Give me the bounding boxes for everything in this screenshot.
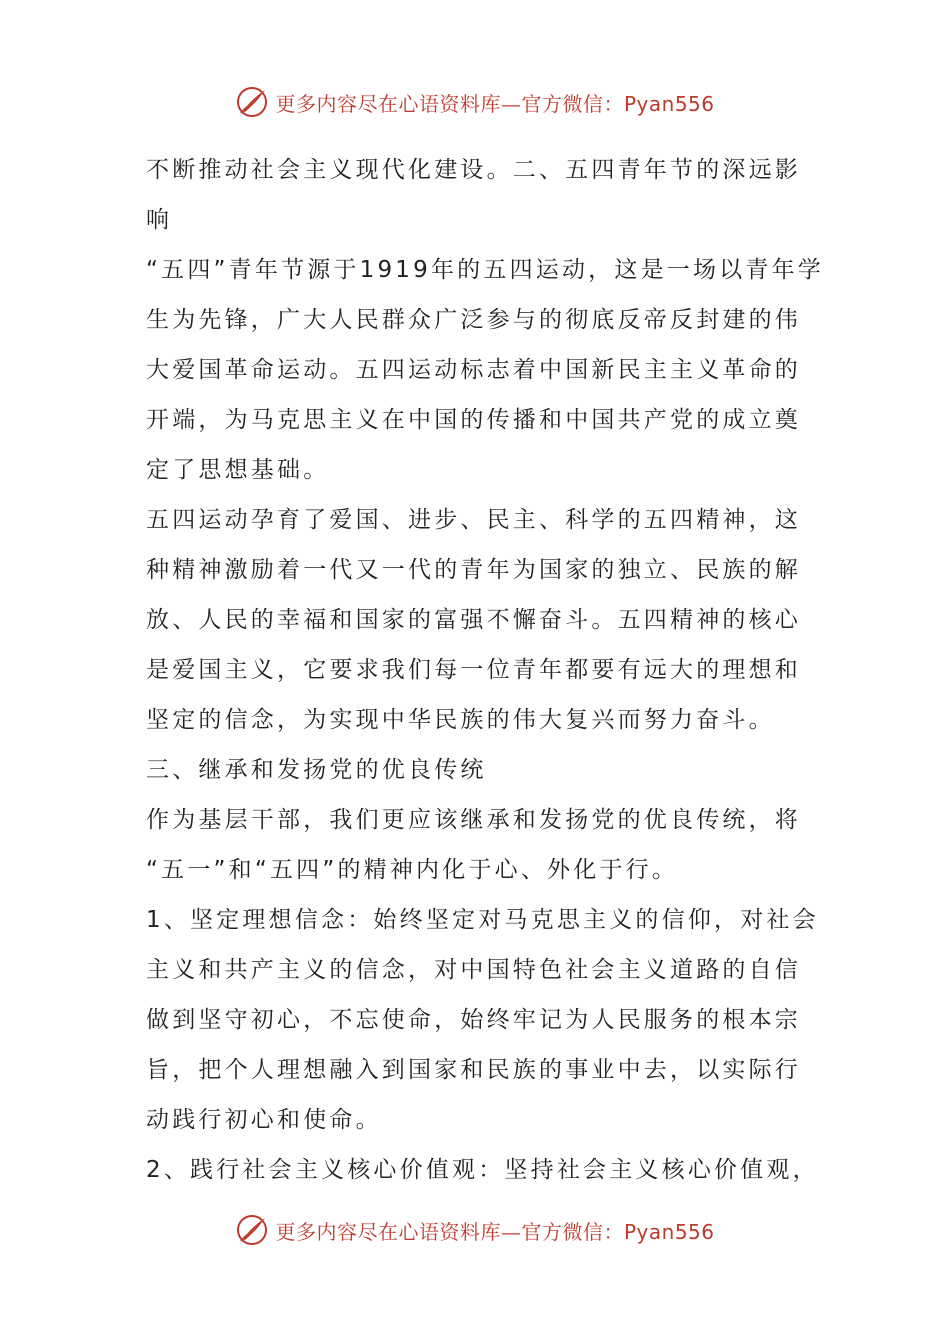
text-line: 不断推动社会主义现代化建设。二、五四青年节的深远影 bbox=[146, 157, 801, 183]
watermark-main: 更多内容尽在心语资料库 bbox=[275, 91, 501, 116]
text-line: “五四”青年节源于1919年的五四运动，这是一场以青年学 bbox=[146, 257, 824, 283]
watermark-main: 更多内容尽在心语资料库 bbox=[275, 1219, 501, 1244]
text-line: 五四运动孕育了爱国、进步、民主、科学的五四精神，这 bbox=[146, 507, 801, 533]
text-line: 放、人民的幸福和国家的富强不懈奋斗。五四精神的核心 bbox=[146, 607, 801, 633]
watermark-text bbox=[275, 88, 714, 117]
watermark-id: Pyan556 bbox=[623, 91, 715, 116]
text-line: 旨，把个人理想融入到国家和民族的事业中去，以实际行 bbox=[146, 1057, 801, 1083]
list-item-line: 1、坚定理想信念：始终坚定对马克思主义的信仰，对社会 bbox=[146, 907, 819, 933]
text-line: “五一”和“五四”的精神内化于心、外化于行。 bbox=[146, 857, 679, 883]
text-line: 大爱国革命运动。五四运动标志着中国新民主主义革命的 bbox=[146, 357, 801, 383]
quill-logo-icon bbox=[235, 1213, 269, 1247]
watermark-label: 官方微信： bbox=[521, 91, 624, 116]
quill-logo-icon bbox=[235, 85, 269, 119]
text-line: 是爱国主义，它要求我们每一位青年都要有远大的理想和 bbox=[146, 657, 801, 683]
list-item-line: 2、践行社会主义核心价值观：坚持社会主义核心价值观， bbox=[146, 1157, 819, 1183]
text-line: 坚定的信念，为实现中华民族的伟大复兴而努力奋斗。 bbox=[146, 707, 775, 733]
text-line: 种精神激励着一代又一代的青年为国家的独立、民族的解 bbox=[146, 557, 801, 583]
document-body bbox=[146, 145, 824, 1195]
watermark-label: 官方微信： bbox=[521, 1219, 624, 1244]
text-line: 开端，为马克思主义在中国的传播和中国共产党的成立奠 bbox=[146, 407, 801, 433]
watermark-text bbox=[275, 1216, 714, 1245]
watermark-id: Pyan556 bbox=[623, 1219, 715, 1244]
text-line: 响 bbox=[146, 207, 173, 233]
text-line: 生为先锋，广大人民群众广泛参与的彻底反帝反封建的伟 bbox=[146, 307, 801, 333]
watermark-footer bbox=[0, 1210, 950, 1250]
text-line: 动践行初心和使命。 bbox=[146, 1107, 382, 1133]
text-line: 主义和共产主义的信念，对中国特色社会主义道路的自信 bbox=[146, 957, 801, 983]
text-line: 作为基层干部，我们更应该继承和发扬党的优良传统，将 bbox=[146, 807, 801, 833]
text-line: 做到坚守初心，不忘使命，始终牢记为人民服务的根本宗 bbox=[146, 1007, 801, 1033]
section-heading: 三、继承和发扬党的优良传统 bbox=[146, 757, 487, 783]
watermark-dash: — bbox=[500, 1219, 522, 1244]
watermark-header bbox=[0, 82, 950, 122]
watermark-dash: — bbox=[500, 91, 522, 116]
text-line: 定了思想基础。 bbox=[146, 457, 330, 483]
